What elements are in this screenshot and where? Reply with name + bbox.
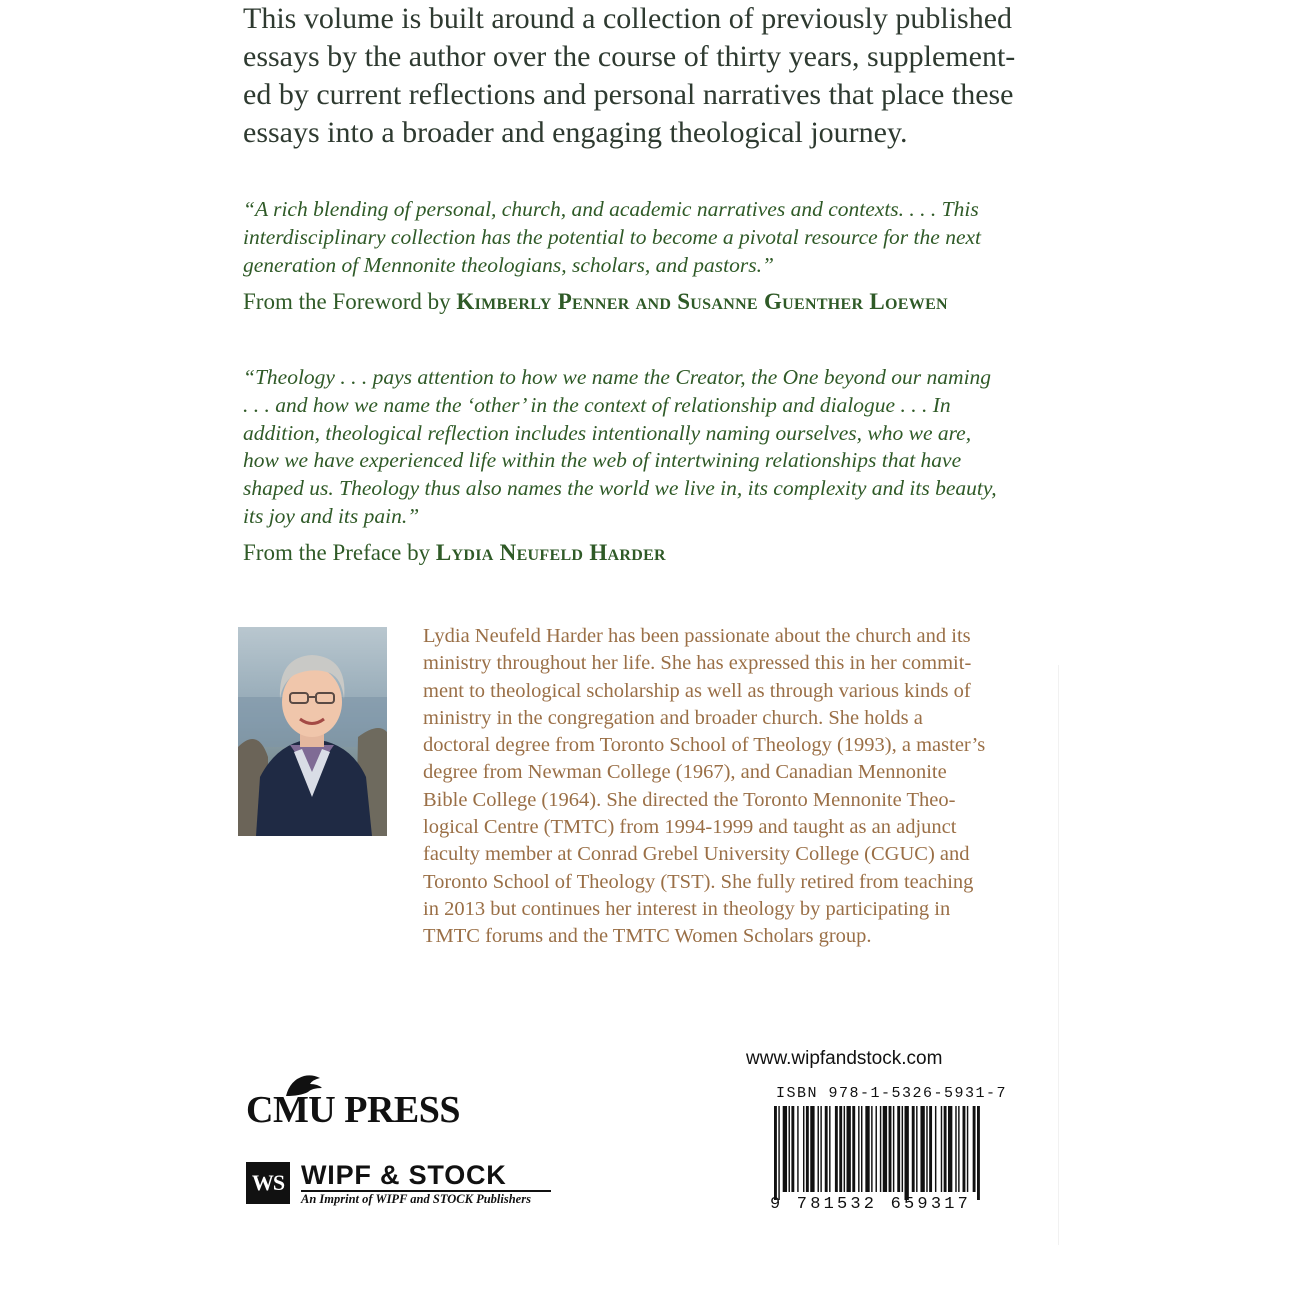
intro-line: This volume is built around a collection of previously published xyxy=(243,2,1013,35)
barcode-digits: 9 781532 659317 xyxy=(770,1195,972,1214)
quote-line: interdisciplinary collection has the potential to become a pivotal resource for the next xyxy=(243,224,982,249)
ws-monogram: WS xyxy=(246,1162,290,1204)
quote-line: . . . and how we name the ‘other’ in the context of relationship and dialogue . . . In xyxy=(243,392,951,417)
barcode-bar xyxy=(810,1106,814,1192)
barcode-bar xyxy=(883,1106,887,1192)
intro-line: essays by the author over the course of thirty years, supplement- xyxy=(243,40,1016,73)
quote-line: addition, theological reflection includes intentionally naming ourselves, who we are, xyxy=(243,420,972,445)
author-bio xyxy=(423,623,1023,951)
barcode-bar xyxy=(839,1106,842,1192)
barcode-bar xyxy=(825,1106,828,1192)
barcode-bar xyxy=(893,1106,894,1192)
barcode-bar xyxy=(835,1106,838,1192)
author-portrait-illustration xyxy=(238,627,387,836)
attribution-names: Lydia Neufeld Harder xyxy=(435,540,666,565)
barcode-bar xyxy=(820,1106,821,1192)
barcode-bar xyxy=(847,1106,851,1192)
quote-line: shaped us. Theology thus also names the world we live in, its complexity and its beauty, xyxy=(243,476,997,501)
barcode-bar xyxy=(955,1106,956,1192)
publisher-url: www.wipfandstock.com xyxy=(746,1048,943,1069)
bio-line: Toronto School of Theology (TST). She fully retired from teaching xyxy=(423,870,974,893)
barcode-bar xyxy=(897,1106,900,1192)
cover-edge-line xyxy=(1058,665,1059,1245)
bio-line: doctoral degree from Toronto School of Theology (1993), a master’s xyxy=(423,734,986,757)
barcode-bar xyxy=(858,1106,859,1192)
foreword-quote xyxy=(243,196,1013,279)
quote-line: how we have experienced life within the web of intertwining relationships that have xyxy=(243,448,962,473)
barcode-bar xyxy=(852,1106,855,1192)
barcode-bars xyxy=(760,1106,992,1200)
barcode-bar xyxy=(876,1106,877,1192)
cmu-press-text: CMU PRESS xyxy=(246,1089,461,1131)
barcode-bar xyxy=(774,1106,777,1200)
bio-line: degree from Newman College (1967), and Canadian Mennonite xyxy=(423,761,947,784)
barcode-bar xyxy=(806,1106,809,1192)
bio-line: in 2013 but continues her interest in theology by participating in xyxy=(423,897,951,920)
barcode-bar xyxy=(783,1106,787,1192)
barcode-bar xyxy=(941,1106,942,1192)
barcode-bar xyxy=(865,1106,869,1192)
barcode-bar xyxy=(902,1106,903,1192)
barcode-bar xyxy=(818,1106,819,1192)
barcode-bar xyxy=(829,1106,830,1192)
intro-line: ed by current reflections and personal narratives that place these xyxy=(243,78,1014,111)
barcode-bar xyxy=(778,1106,779,1200)
wipf-stock-name: WIPF & STOCK xyxy=(301,1160,507,1190)
barcode-bar xyxy=(880,1106,881,1192)
barcode-bar xyxy=(920,1106,924,1192)
foreword-attribution xyxy=(243,288,1043,316)
barcode-bar xyxy=(844,1106,845,1192)
barcode-bar xyxy=(973,1106,976,1192)
barcode-bar xyxy=(916,1106,917,1192)
isbn-barcode xyxy=(760,1080,1008,1220)
barcode-bar xyxy=(889,1106,892,1192)
barcode-bar xyxy=(871,1106,872,1192)
barcode-bar xyxy=(861,1106,862,1192)
bio-line: Lydia Neufeld Harder has been passionate about the church and its xyxy=(423,625,971,647)
barcode-bar xyxy=(797,1106,798,1192)
barcode-bar xyxy=(912,1106,915,1192)
barcode-bar xyxy=(944,1106,947,1192)
bio-line: Bible College (1964). She directed the Toronto Mennonite Theo- xyxy=(423,788,956,811)
bio-line: TMTC forums and the TMTC Women Scholars group. xyxy=(423,925,872,948)
quote-line: “A rich blending of personal, church, and academic narratives and contexts. . . . This xyxy=(243,197,979,221)
isbn-text: ISBN 978-1-5326-5931-7 xyxy=(776,1085,1008,1102)
barcode-bar xyxy=(963,1106,966,1192)
intro-paragraph xyxy=(243,0,1016,152)
quote-line: generation of Mennonite theologians, scholars, and pastors.” xyxy=(243,252,774,277)
barcode-bar xyxy=(905,1106,909,1200)
barcode-bar xyxy=(789,1106,790,1192)
quote-line: “Theology . . . pays attention to how we name the Creator, the One beyond our naming xyxy=(243,365,992,389)
wipf-stock-logo xyxy=(246,1160,566,1208)
attribution-prefix: From the Foreword by xyxy=(243,289,457,314)
barcode-bar xyxy=(935,1106,936,1192)
bio-line: faculty member at Conrad Grebel University College (CGUC) and xyxy=(423,843,970,866)
bio-line: ministry throughout her life. She has expressed this in her commit- xyxy=(423,652,972,675)
barcode-bar xyxy=(948,1106,952,1192)
attribution-prefix: From the Preface by xyxy=(243,540,436,565)
barcode-bar xyxy=(929,1106,932,1192)
bio-line: logical Centre (TMTC) from 1994-1999 and taught as an adjunct xyxy=(423,816,957,839)
barcode-bar xyxy=(958,1106,959,1192)
wipf-stock-tagline: An Imprint of WIPF and STOCK Publishers xyxy=(301,1192,531,1206)
barcode-bar xyxy=(803,1106,804,1192)
bio-line: ment to theological scholarship as well as through various kinds of xyxy=(423,679,971,702)
barcode-bar xyxy=(977,1106,980,1200)
intro-line: essays into a broader and engaging theological journey. xyxy=(243,116,908,149)
barcode-bar xyxy=(967,1106,968,1192)
bio-line: ministry in the congregation and broader church. She holds a xyxy=(423,706,923,729)
barcode-bar xyxy=(926,1106,927,1192)
attribution-names: Kimberly Penner and Susanne Guenther Loewen xyxy=(456,289,948,314)
quote-line: its joy and its pain.” xyxy=(243,503,420,528)
preface-attribution xyxy=(243,539,1043,567)
barcode-bar xyxy=(791,1106,794,1192)
preface-quote xyxy=(243,364,1013,531)
cmu-press-logo xyxy=(246,1072,546,1132)
author-photo xyxy=(238,627,387,836)
